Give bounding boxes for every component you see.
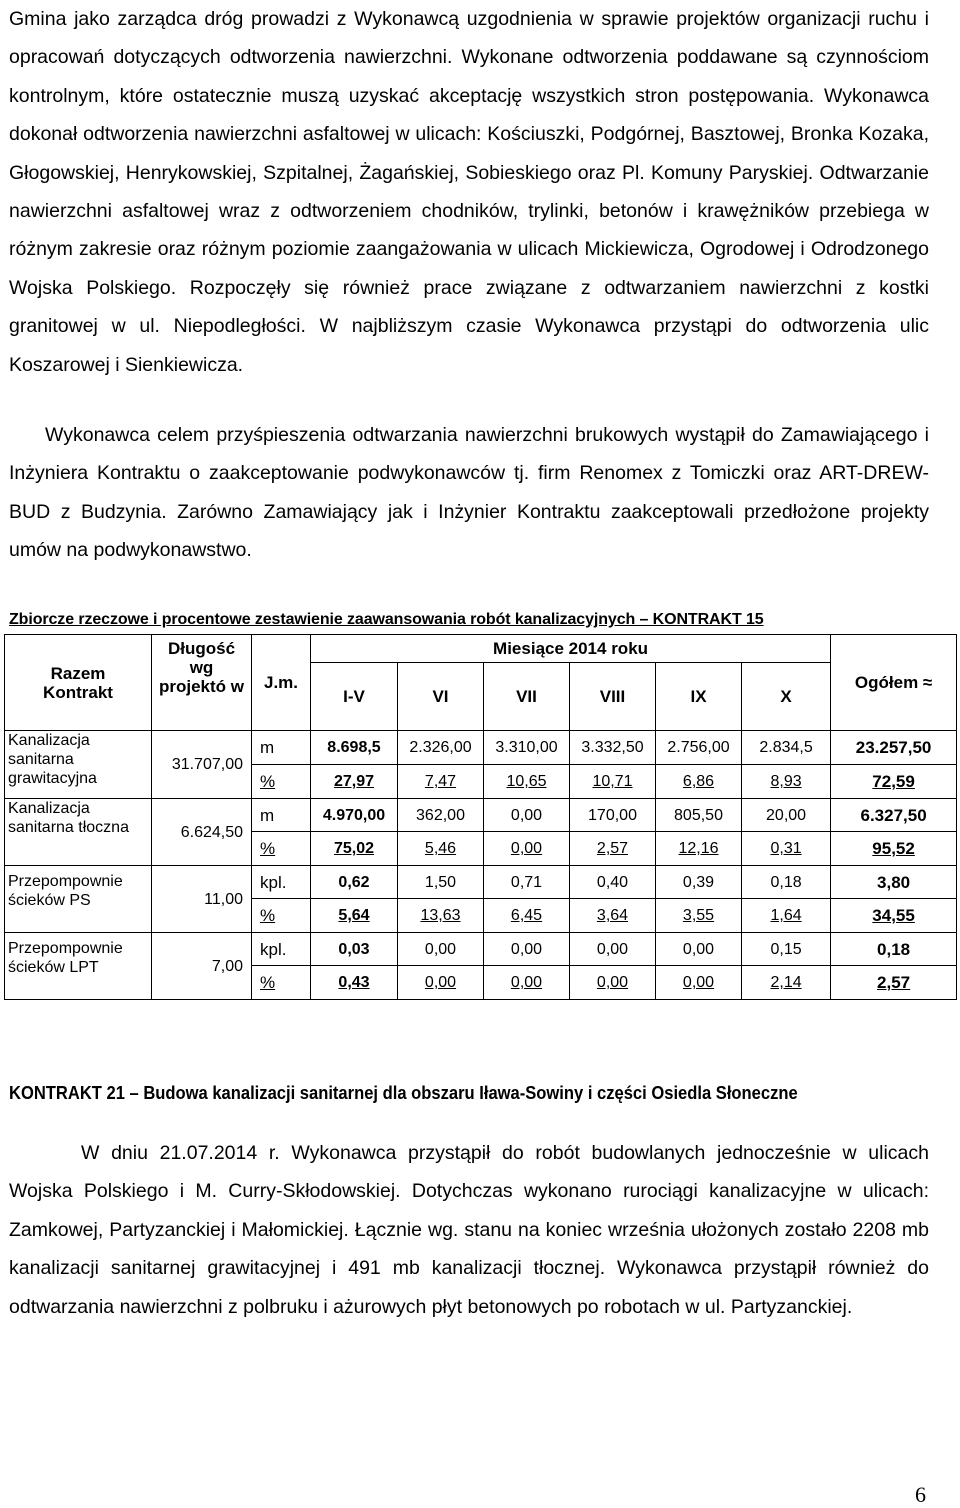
cell-value: 3.332,50 — [570, 731, 656, 765]
table-row — [5, 799, 957, 832]
cell-value: 0,71 — [484, 866, 570, 899]
cell-value: 3,55 — [656, 899, 742, 933]
cell-value: 0,15 — [742, 933, 831, 966]
cell-value: 0,00 — [656, 966, 742, 1000]
progress-table — [4, 634, 957, 1000]
row-length: 6.624,50 — [152, 799, 252, 866]
row-name: Przepompownie ścieków PS — [5, 866, 152, 933]
cell-value: 10,71 — [570, 765, 656, 799]
cell-value: 0,31 — [742, 832, 831, 866]
cell-value: 13,63 — [398, 899, 484, 933]
row-unit: % — [252, 899, 311, 933]
cell-total: 34,55 — [831, 899, 957, 933]
page-number: 6 — [915, 1482, 926, 1507]
cell-value: 0,00 — [484, 799, 570, 832]
cell-value: 0,03 — [311, 933, 398, 966]
row-unit: % — [252, 765, 311, 799]
header-ogolem: Ogółem ≈ — [831, 635, 957, 731]
cell-value: 170,00 — [570, 799, 656, 832]
cell-value: 75,02 — [311, 832, 398, 866]
cell-total: 6.327,50 — [831, 799, 957, 832]
cell-value: 3.310,00 — [484, 731, 570, 765]
cell-value: 0,00 — [656, 933, 742, 966]
row-unit: % — [252, 832, 311, 866]
table-row — [5, 933, 957, 966]
cell-value: 0,00 — [570, 933, 656, 966]
row-name: Przepompownie ścieków LPT — [5, 933, 152, 1000]
cell-value: 0,62 — [311, 866, 398, 899]
cell-total: 0,18 — [831, 933, 957, 966]
header-month: IX — [656, 663, 742, 731]
cell-value: 6,45 — [484, 899, 570, 933]
cell-value: 10,65 — [484, 765, 570, 799]
cell-value: 5,46 — [398, 832, 484, 866]
row-name: Kanalizacja sanitarna tłoczna — [5, 799, 152, 866]
cell-value: 2,14 — [742, 966, 831, 1000]
paragraph-kontrakt-21 — [9, 1134, 929, 1326]
cell-value: 0,39 — [656, 866, 742, 899]
cell-value: 27,97 — [311, 765, 398, 799]
header-razem: Razem Kontrakt — [5, 635, 152, 731]
cell-value: 4.970,00 — [311, 799, 398, 832]
cell-value: 8,93 — [742, 765, 831, 799]
row-unit: m — [252, 799, 311, 832]
paragraph-text: Gmina jako zarządca dróg prowadzi z Wykonawcą uzgodnienia w sprawie projektów organizacji ruchu i opracowań dotyczących odtworzenia nawierzchni. Wykonane odtworzenia poddawane są czynnościom kontrolnym, które ostatecznie muszą uzyskać akceptację wszystkich stron postępowania. Wykonawca dokonał odtworzenia nawierzchni asfaltowej w ulicach: Kościuszki, Podgórnej, Basztowej, Bronka Kozaka, Głogowskiej, Henrykowskiej, Szpitalnej, Żagańskiej, Sobieskiego oraz Pl. Komuny Paryskiej. Odtwarzanie nawierzchni asfaltowej wraz z odtworzeniem chodników, trylinki, betonów i krawężników przebiega w różnym zakresie oraz różnym poziomie zaangażowania w ulicach Mickiewicza, Ogrodowej i Odrodzonego Wojska Polskiego. Rozpoczęły się również prace związane z odtwarzaniem nawierzchni z kostki granitowej w ul. Niepodległości. W najbliższym czasie Wykonawca przystąpi do odtworzenia ulic Koszarowej i Sienkiewicza. — [9, 8, 929, 376]
paragraph-road-restoration — [9, 0, 929, 384]
cell-value: 1,64 — [742, 899, 831, 933]
cell-total: 95,52 — [831, 832, 957, 866]
row-unit: % — [252, 966, 311, 1000]
cell-value: 0,00 — [484, 832, 570, 866]
cell-value: 0,00 — [484, 966, 570, 1000]
header-jm: J.m. — [252, 635, 311, 731]
cell-value: 0,18 — [742, 866, 831, 899]
cell-value: 7,47 — [398, 765, 484, 799]
cell-total: 72,59 — [831, 765, 957, 799]
cell-value: 2.326,00 — [398, 731, 484, 765]
row-name: Kanalizacja sanitarna grawitacyjna — [5, 731, 152, 799]
header-month: VI — [398, 663, 484, 731]
cell-value: 2.834,5 — [742, 731, 831, 765]
row-length: 11,00 — [152, 866, 252, 933]
header-month: I-V — [311, 663, 398, 731]
cell-value: 0,00 — [398, 933, 484, 966]
cell-value: 0,43 — [311, 966, 398, 1000]
cell-value: 0,40 — [570, 866, 656, 899]
cell-value: 6,86 — [656, 765, 742, 799]
header-dlugosc: Długość wg projektó w — [152, 635, 252, 731]
cell-total: 3,80 — [831, 866, 957, 899]
cell-value: 2,57 — [570, 832, 656, 866]
cell-value: 20,00 — [742, 799, 831, 832]
cell-value: 12,16 — [656, 832, 742, 866]
cell-value: 0,00 — [484, 933, 570, 966]
cell-value: 0,00 — [398, 966, 484, 1000]
cell-value: 1,50 — [398, 866, 484, 899]
cell-value: 362,00 — [398, 799, 484, 832]
cell-value: 2.756,00 — [656, 731, 742, 765]
cell-total: 2,57 — [831, 966, 957, 1000]
table-row — [5, 866, 957, 899]
cell-value: 805,50 — [656, 799, 742, 832]
table-title: Zbiorcze rzeczowe i procentowe zestawienie zaawansowania robót kanalizacyjnych – KONTRAKT 15 — [9, 611, 764, 628]
header-month: VII — [484, 663, 570, 731]
row-length: 31.707,00 — [152, 731, 252, 799]
table-header-row — [5, 635, 957, 663]
paragraph-subcontractors — [9, 416, 929, 570]
paragraph-text: W dniu 21.07.2014 r. Wykonawca przystąpił do robót budowlanych jednocześnie w ulicach Wojska Polskiego i M. Curry-Skłodowskiej. Dotychczas wykonano rurociągi kanalizacyjne w ulicach: Zamkowej, Partyzanckiej i Małomickiej. Łącznie wg. stanu na koniec września ułożonych zostało 2208 mb kanalizacji sanitarnej grawitacyjnej i 491 mb kanalizacji tłocznej. Wykonawca przystąpił również do odtwarzania nawierzchni z polbruku i ażurowych płyt betonowych po robotach w ul. Partyzanckiej. — [9, 1142, 929, 1318]
header-miesiace: Miesiące 2014 roku — [311, 635, 831, 663]
table-row — [5, 731, 957, 765]
cell-value: 3,64 — [570, 899, 656, 933]
header-month: VIII — [570, 663, 656, 731]
row-unit: kpl. — [252, 933, 311, 966]
cell-value: 5,64 — [311, 899, 398, 933]
row-unit: kpl. — [252, 866, 311, 899]
paragraph-text: Wykonawca celem przyśpieszenia odtwarzania nawierzchni brukowych wystąpił do Zamawiającego i Inżyniera Kontraktu o zaakceptowanie podwykonawców tj. firm Renomex z Tomiczki oraz ART-DREW-BUD z Budzynia. Zarówno Zamawiający jak i Inżynier Kontraktu zaakceptowali przedłożone projekty umów na podwykonawstwo. — [9, 424, 929, 562]
row-unit: m — [252, 731, 311, 765]
cell-total: 23.257,50 — [831, 731, 957, 765]
row-length: 7,00 — [152, 933, 252, 1000]
cell-value: 0,00 — [570, 966, 656, 1000]
section-heading-kontrakt-21: KONTRAKT 21 – Budowa kanalizacji sanitarnej dla obszaru Iława-Sowiny i części Osiedla Słoneczne — [9, 1083, 798, 1103]
cell-value: 8.698,5 — [311, 731, 398, 765]
header-month: X — [742, 663, 831, 731]
